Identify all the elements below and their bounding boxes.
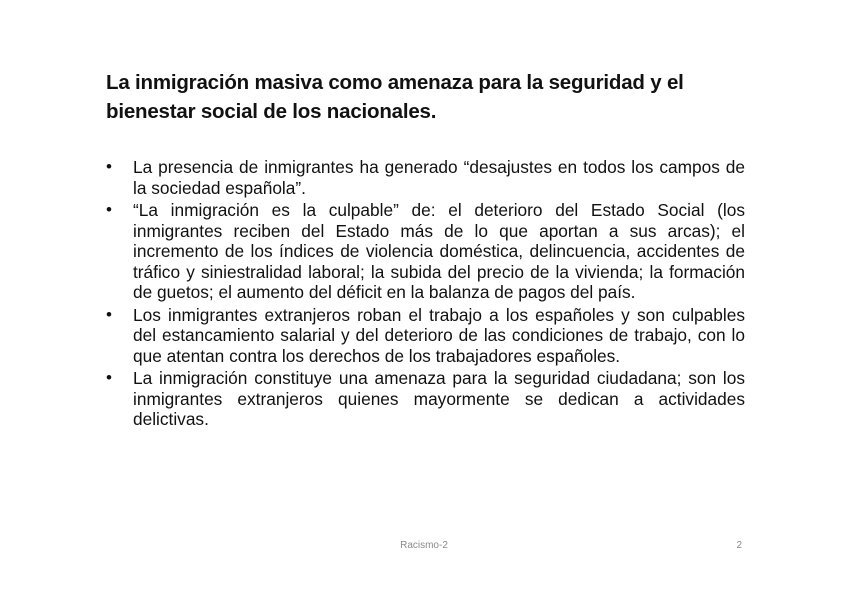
bullet-item <box>106 368 745 430</box>
bullet-text: La inmigración constituye una amenaza para la seguridad ciudadana; son los inmigrantes extranjeros quienes mayormente se dedican a actividades delictivas. <box>133 368 745 429</box>
bullet-marker: • <box>106 304 112 324</box>
bullet-marker: • <box>106 157 112 176</box>
bullet-item <box>106 157 745 198</box>
bullet-item <box>106 305 745 367</box>
slide-title: La inmigración masiva como amenaza para la seguridad y el bienestar social de los nacionales. <box>106 71 684 123</box>
bullet-item <box>106 200 745 303</box>
footer-title: Racismo-2 <box>400 540 448 551</box>
bullet-text: La presencia de inmigrantes ha generado “desajustes en todos los campos de la sociedad española”. <box>133 157 745 198</box>
bullet-marker: • <box>106 200 112 219</box>
bullet-marker: • <box>106 368 112 387</box>
page-number: 2 <box>736 540 742 551</box>
bullet-text: “La inmigración es la culpable” de: el deterioro del Estado Social (los inmigrantes reciben del Estado más de lo que aportan a sus arcas); el incremento de los índices de violencia doméstica, delincuencia, accidentes de tráfico y siniestralidad laboral; la subida del precio de la vivienda; la formación de guetos; el aumento del déficit en la balanza de pagos del país. <box>133 200 745 302</box>
bullet-text: Los inmigrantes extranjeros roban el trabajo a los españoles y son culpables del estancamiento salarial y del deterioro de las condiciones de trabajo, con lo que atentan contra los derechos de los trabajadores españoles. <box>133 304 745 366</box>
bullet-list <box>106 157 745 432</box>
